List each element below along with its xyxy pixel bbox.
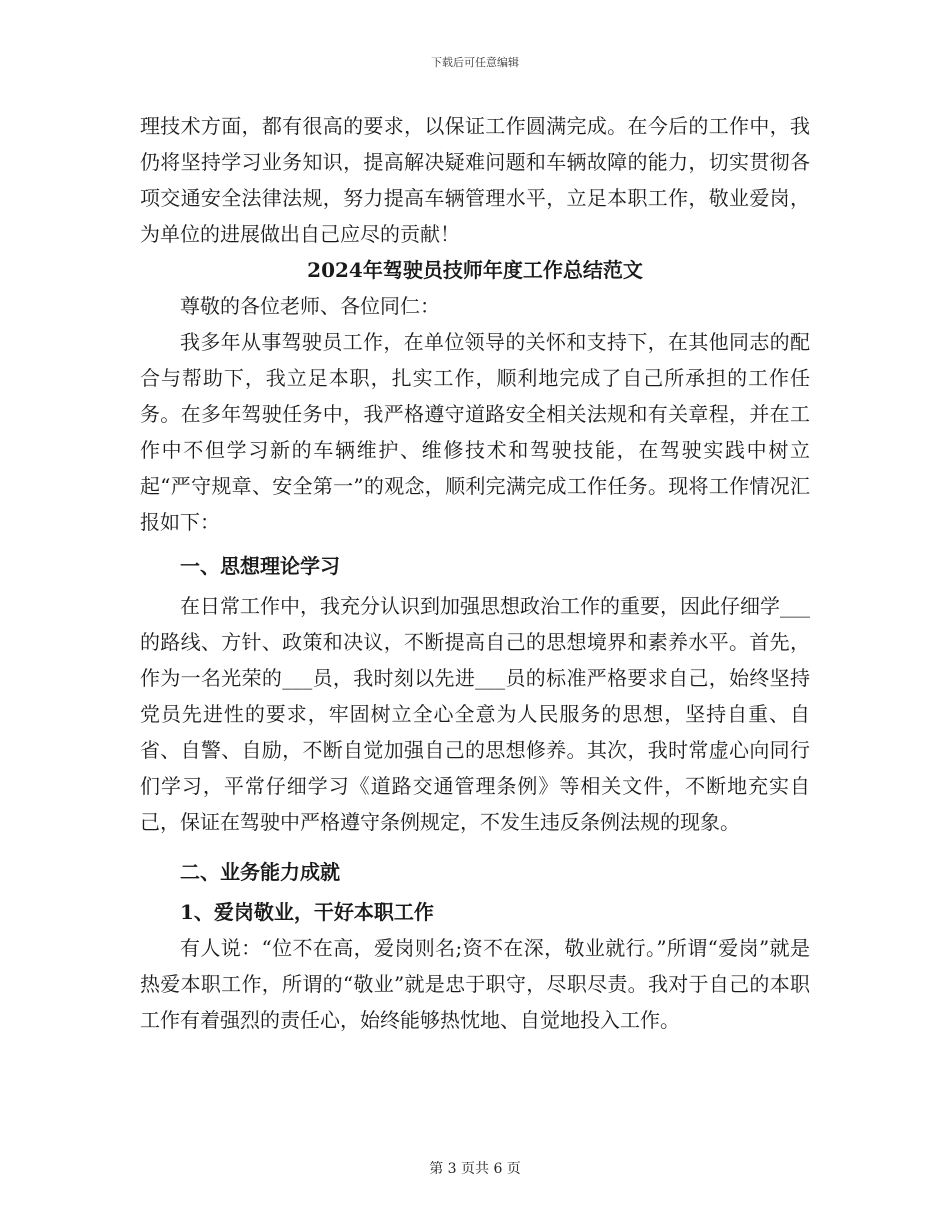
page-header: 下载后可任意编辑: [431, 56, 519, 69]
greeting: 尊敬的各位老师、各位同仁：: [180, 294, 440, 318]
document-body: [140, 108, 810, 1038]
page-footer: 第 3 页共 6 页: [429, 1161, 521, 1177]
subsection-heading-1: 1、爱岗敬业，干好本职工作: [180, 900, 434, 924]
paragraph-thought: 在日常工作中，我充分认识到加强思想政治工作的重要，因此仔细学___的路线、方针、政策和决议，不断提高自己的思想境界和素养水平。首先，作为一名光荣的___员，我时刻以先进___员的标准严格要求自己，始终坚持党员先进性的要求，牢固树立全心全意为人民服务的思想，坚持自重、自省、自警、自励，不断自觉加强自己的思想修养。其次，我时常虚心向同行们学习，平常仔细学习《道路交通管理条例》等相关文件，不断地充实自己，保证在驾驶中严格遵守条例规定，不发生违反条例法规的现象。: [140, 594, 810, 834]
document-title: 2024年驾驶员技师年度工作总结范文: [307, 258, 643, 282]
section-heading-1: 一、思想理论学习: [180, 554, 340, 578]
section-heading-2: 二、业务能力成就: [180, 860, 340, 884]
paragraph-intro: 我多年从事驾驶员工作，在单位领导的关怀和支持下，在其他同志的配合与帮助下，我立足本职，扎实工作，顺利地完成了自己所承担的工作任务。在多年驾驶任务中，我严格遵守道路安全相关法规和有关章程，并在工作中不但学习新的车辆维护、维修技术和驾驶技能，在驾驶实践中树立起“严守规章、安全第一”的观念，顺利完满完成工作任务。现将工作情况汇报如下：: [140, 330, 810, 534]
paragraph-continued: 理技术方面，都有很高的要求，以保证工作圆满完成。在今后的工作中，我仍将坚持学习业务知识，提高解决疑难问题和车辆故障的能力，切实贯彻各项交通安全法律法规，努力提高车辆管理水平，立足本职工作，敬业爱岗，为单位的进展做出自己应尽的贡献！: [140, 114, 810, 246]
paragraph-dedication: 有人说：“位不在高，爱岗则名;资不在深，敬业就行。”所谓“爱岗”就是热爱本职工作，所谓的“敬业”就是忠于职守，尽职尽责。我对于自己的本职工作有着强烈的责任心，始终能够热忱地、自觉地投入工作。: [140, 936, 810, 1032]
